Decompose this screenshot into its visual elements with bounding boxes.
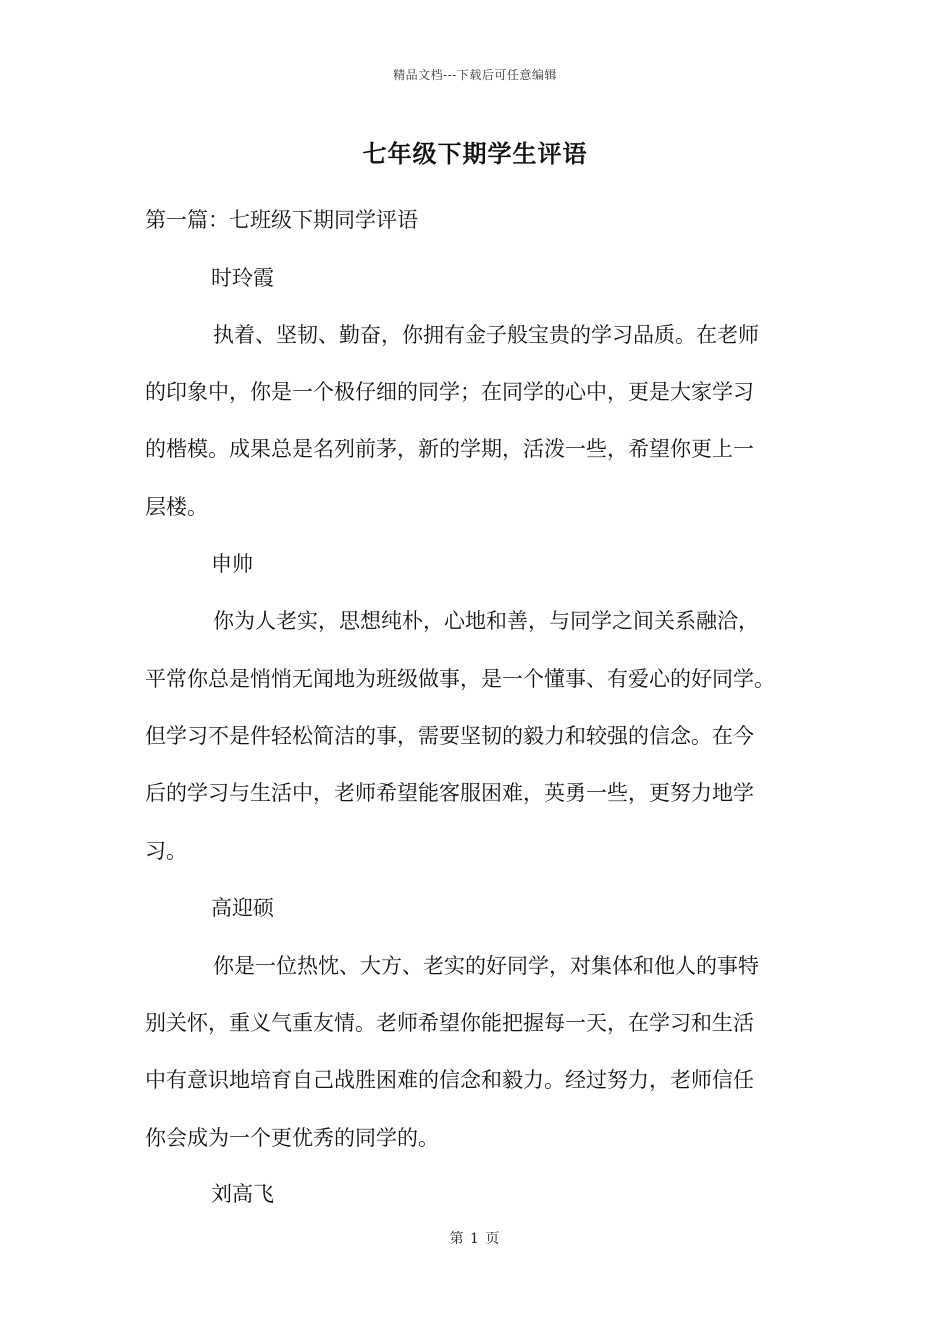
comment-line: 后的学习与生活中，老师希望能客服困难，英勇一些，更努力地学 [145, 781, 754, 805]
comment-line: 的楷模。成果总是名列前茅，新的学期，活泼一些，希望你更上一 [145, 437, 754, 461]
section-heading: 第一篇：七班级下期同学评语 [145, 208, 418, 232]
student-name: 申帅 [211, 552, 253, 576]
comment-line: 平常你总是悄悄无闻地为班级做事，是一个懂事、有爱心的好同学。 [145, 667, 775, 691]
document-title: 七年级下期学生评语 [362, 139, 588, 168]
student-name: 刘高飞 [211, 1182, 274, 1206]
comment-line: 你会成为一个更优秀的同学的。 [145, 1126, 439, 1150]
comment-line: 你为人老实，思想纯朴，心地和善，与同学之间关系融洽， [213, 609, 759, 633]
comment-line: 的印象中，你是一个极仔细的同学；在同学的心中，更是大家学习 [145, 380, 754, 404]
comment-line: 别关怀，重义气重友情。老师希望你能把握每一天，在学习和生活 [145, 1011, 754, 1035]
comment-line: 层楼。 [145, 495, 208, 519]
comment-line: 你是一位热忱、大方、老实的好同学，对集体和他人的事特 [213, 954, 759, 978]
page-number: 第 1 页 [449, 1231, 501, 1247]
student-name: 时玲霞 [211, 266, 274, 290]
header-note: 精品文档---下载后可任意编辑 [393, 68, 557, 82]
student-name: 高迎硕 [211, 896, 274, 920]
comment-line: 执着、坚韧、勤奋，你拥有金子般宝贵的学习品质。在老师 [213, 323, 759, 347]
comment-line: 中有意识地培育自己战胜困难的信念和毅力。经过努力，老师信任 [145, 1068, 754, 1092]
comment-line: 习。 [145, 839, 187, 863]
comment-line: 但学习不是件轻松简洁的事，需要坚韧的毅力和较强的信念。在今 [145, 724, 754, 748]
